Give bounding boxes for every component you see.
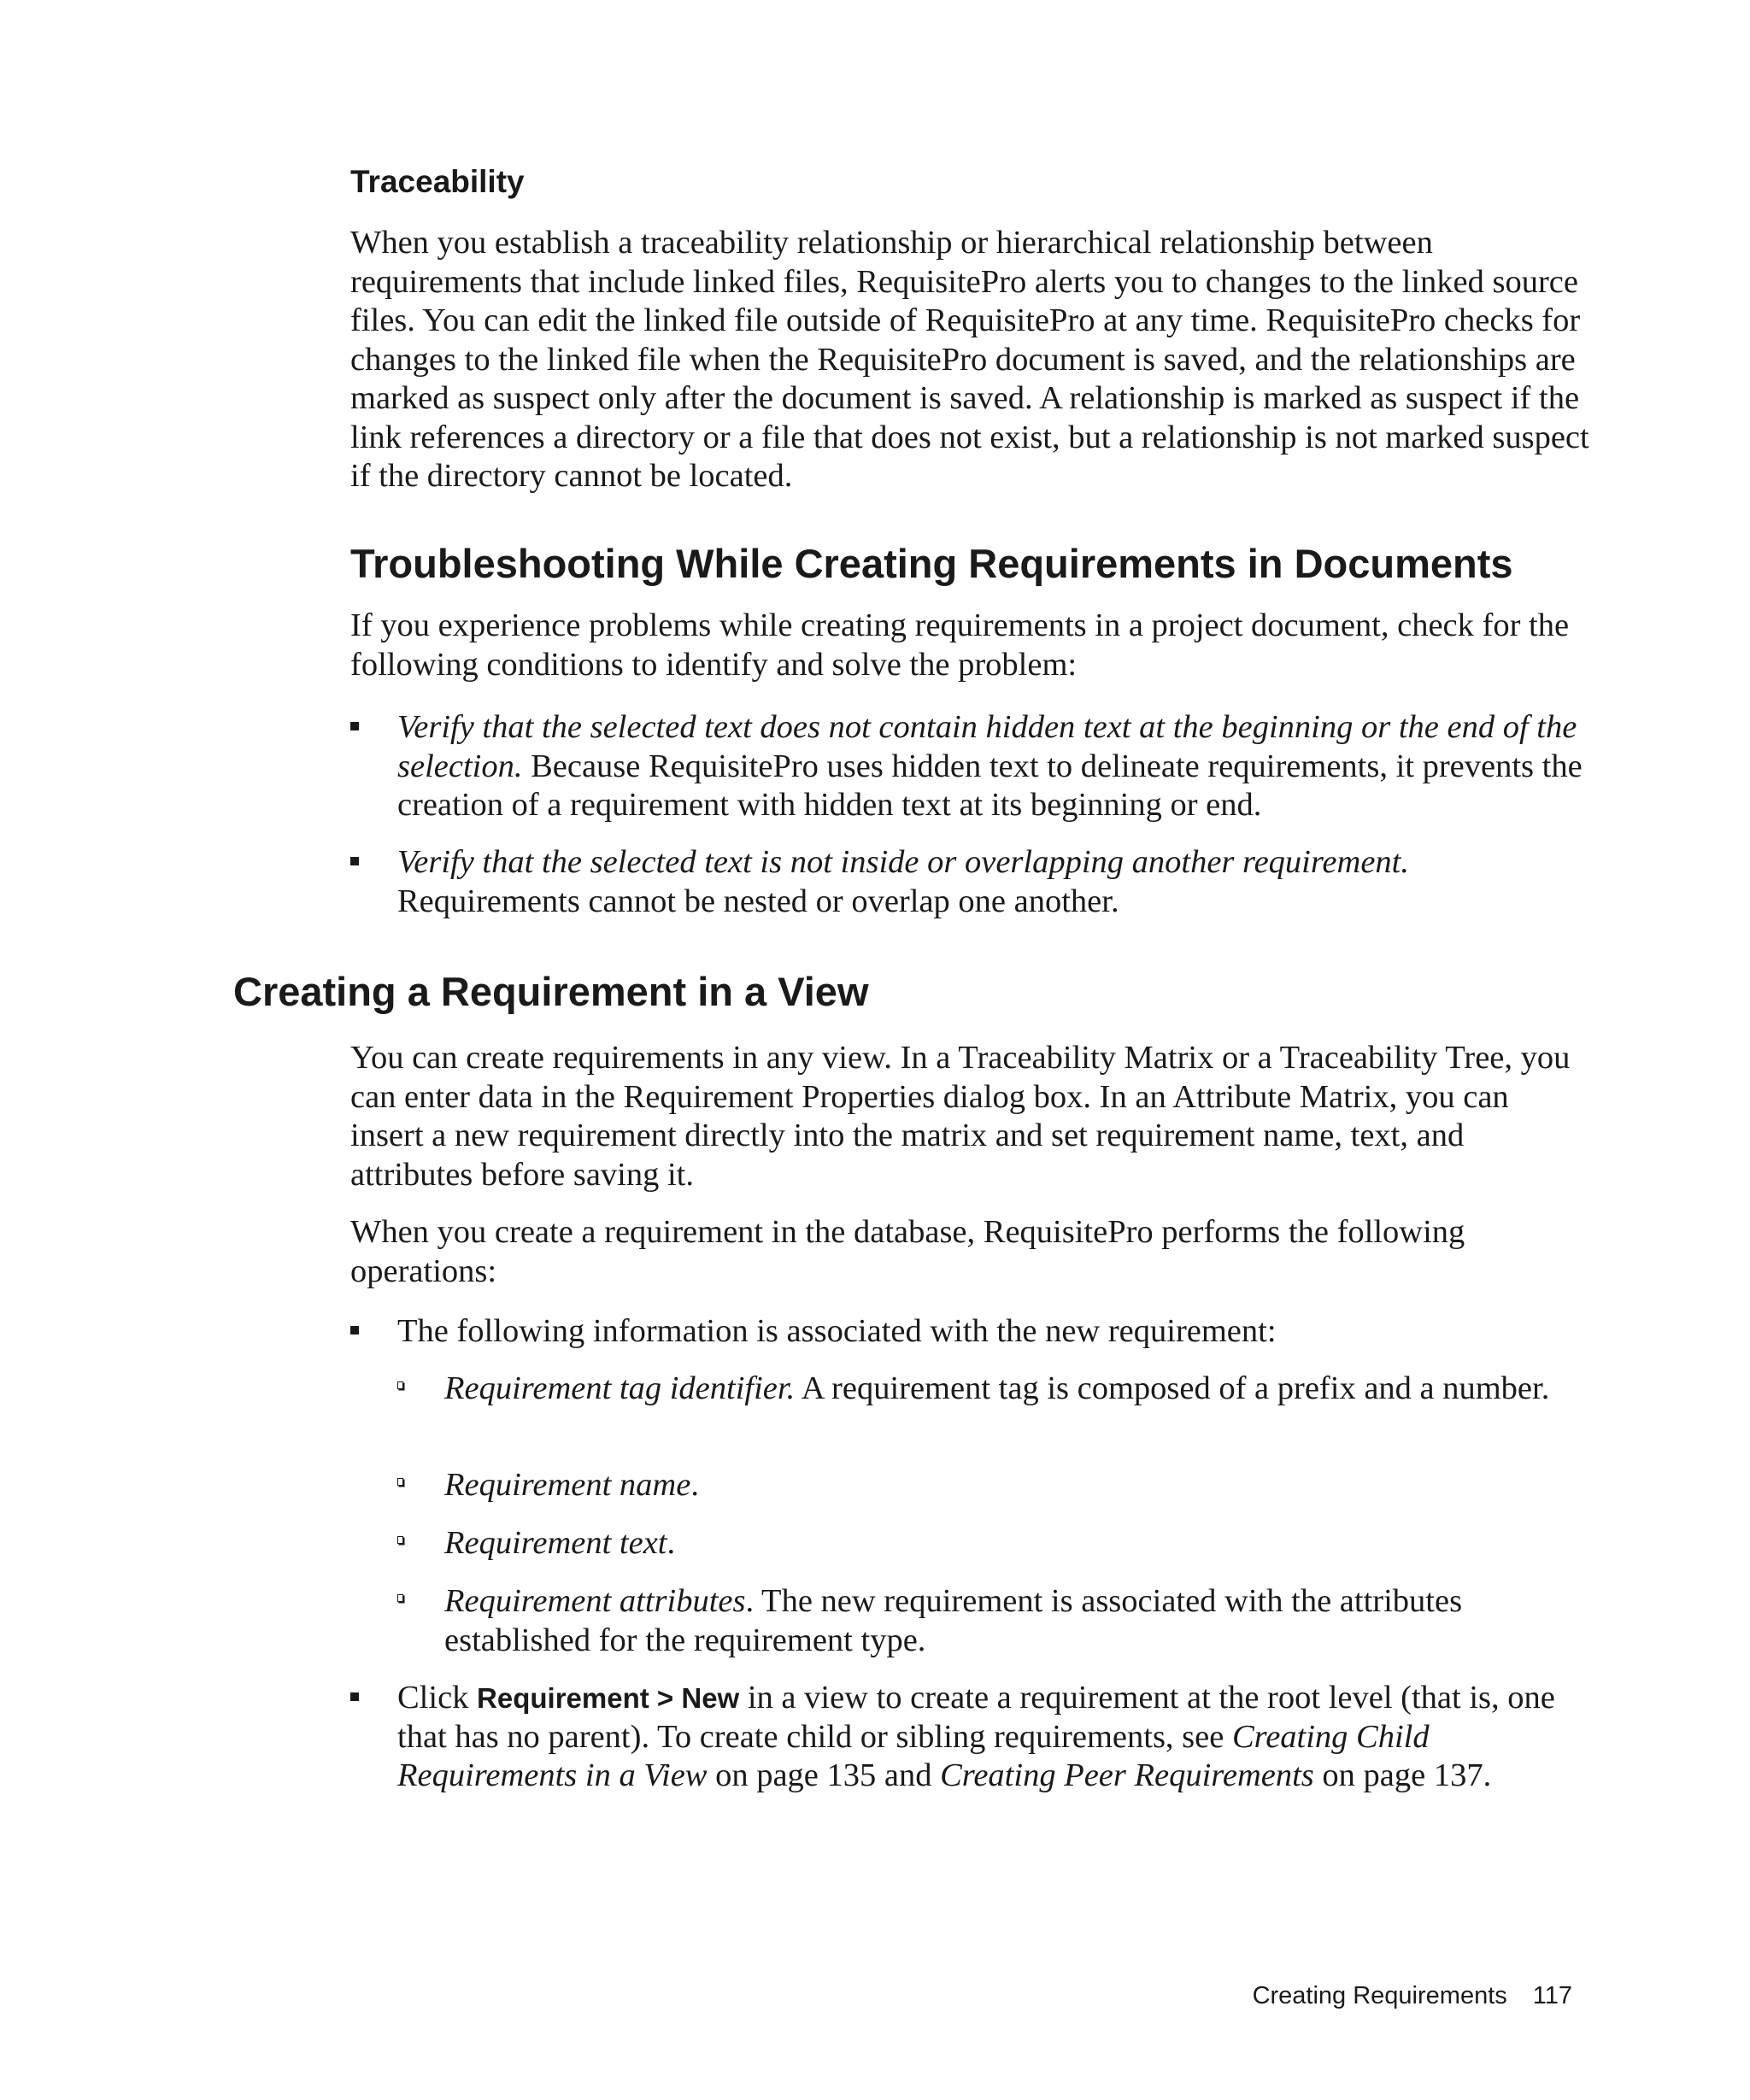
sub-list-item-lead: Requirement name <box>444 1467 691 1503</box>
list-item-text <box>397 1679 1589 1796</box>
list-item-body: Because RequisitePro uses hidden text to delineate requirements, it prevents the creation of a requirement with hidden text at its beginning or end. <box>397 748 1583 823</box>
hollow-square-bullet-icon <box>397 1381 403 1389</box>
list-item-lead: Verify that the selected text is not inside or overlapping another requirement. <box>397 844 1409 880</box>
sub-list-item-body: A requirement tag is composed of a prefix and a number. <box>795 1370 1550 1406</box>
click-instruction-mid: in a view to create a requirement at the root level (that is, one that has no parent). To create child or sibling requirements, see <box>397 1680 1555 1755</box>
list-item-text <box>397 843 1589 921</box>
sub-list-item-body: . <box>690 1467 699 1503</box>
square-bullet-icon <box>350 722 359 730</box>
list-item-text <box>397 708 1589 825</box>
square-bullet-icon <box>350 1692 359 1701</box>
cross-reference-child-requirements[interactable]: Creating Child Requirements in a View <box>397 1718 1430 1793</box>
footer-page-number: 117 <box>1532 1982 1572 2009</box>
list-item-text: The following information is associated with the new requirement: <box>397 1313 1277 1349</box>
heading-traceability: Traceability <box>350 164 525 199</box>
sub-list-item-body: . <box>667 1525 676 1561</box>
traceability-paragraph: When you establish a traceability relationship or hierarchical relationship between requirements that include linked files, RequisitePro alerts you to changes to the linked source files. You can edit the linked file outside of RequisitePro at any time. RequisitePro checks for changes to the linked file when the RequisitePro document is saved, and the relationships are marked as suspect only after the document is saved. A relationship is marked as suspect if the link references a directory or a file that does not exist, but a relationship is not marked suspect if the directory cannot be located. <box>350 225 1589 494</box>
sub-list-item-text <box>444 1524 1589 1563</box>
footer-chapter-title: Creating Requirements <box>1252 1982 1507 2009</box>
hollow-square-bullet-icon <box>397 1536 403 1544</box>
troubleshooting-intro: If you experience problems while creating requirements in a project document, check for the following conditions to identify and solve the problem: <box>350 607 1570 683</box>
hollow-square-bullet-icon <box>397 1594 403 1602</box>
heading-creating-in-view: Creating a Requirement in a View <box>233 969 869 1014</box>
view-paragraph-2-block <box>350 1213 1589 1291</box>
click-instruction-end: on page 137. <box>1313 1757 1492 1793</box>
heading-troubleshooting: Troubleshooting While Creating Requirements in Documents <box>350 541 1513 586</box>
sub-list-item-text <box>444 1582 1589 1660</box>
sub-list-item-lead: Requirement text <box>444 1525 667 1561</box>
view-paragraph-2: When you create a requirement in the database, RequisitePro performs the following operations: <box>350 1214 1465 1289</box>
cross-reference-peer-requirements[interactable]: Creating Peer Requirements <box>940 1757 1314 1793</box>
traceability-paragraph-block <box>350 224 1589 496</box>
list-item-lead: Verify that the selected text does not contain hidden text at the beginning or the end of the selection. <box>397 709 1577 784</box>
sub-list-item-lead: Requirement tag identifier. <box>444 1370 796 1406</box>
square-bullet-icon <box>350 857 359 865</box>
sub-list-item-text <box>444 1466 1589 1505</box>
page-footer <box>1230 1982 1572 2010</box>
sub-list-item-lead: Requirement attributes <box>444 1583 746 1619</box>
sub-list-item-text <box>444 1370 1589 1409</box>
troubleshooting-intro-block <box>350 607 1589 684</box>
menu-command-requirement-new: Requirement > New <box>477 1682 740 1714</box>
list-item-body: Requirements cannot be nested or overlap one another. <box>397 883 1119 919</box>
view-paragraph-1: You can create requirements in any view. In a Traceability Matrix or a Traceability Tree, you can enter data in the Requirement Properties dialog box. In an Attribute Matrix, you can insert a new requirement directly into the matrix and set requirement name, text, and attributes before saving it. <box>350 1040 1571 1193</box>
click-instruction-pre: Click <box>397 1680 478 1716</box>
hollow-square-bullet-icon <box>397 1478 403 1486</box>
square-bullet-icon <box>350 1326 359 1334</box>
click-instruction-mid2: on page 135 and <box>707 1757 941 1793</box>
sub-list-item-body: . The new requirement is associated with the attributes established for the requirement type. <box>444 1583 1463 1658</box>
view-paragraph-1-block <box>350 1039 1589 1194</box>
